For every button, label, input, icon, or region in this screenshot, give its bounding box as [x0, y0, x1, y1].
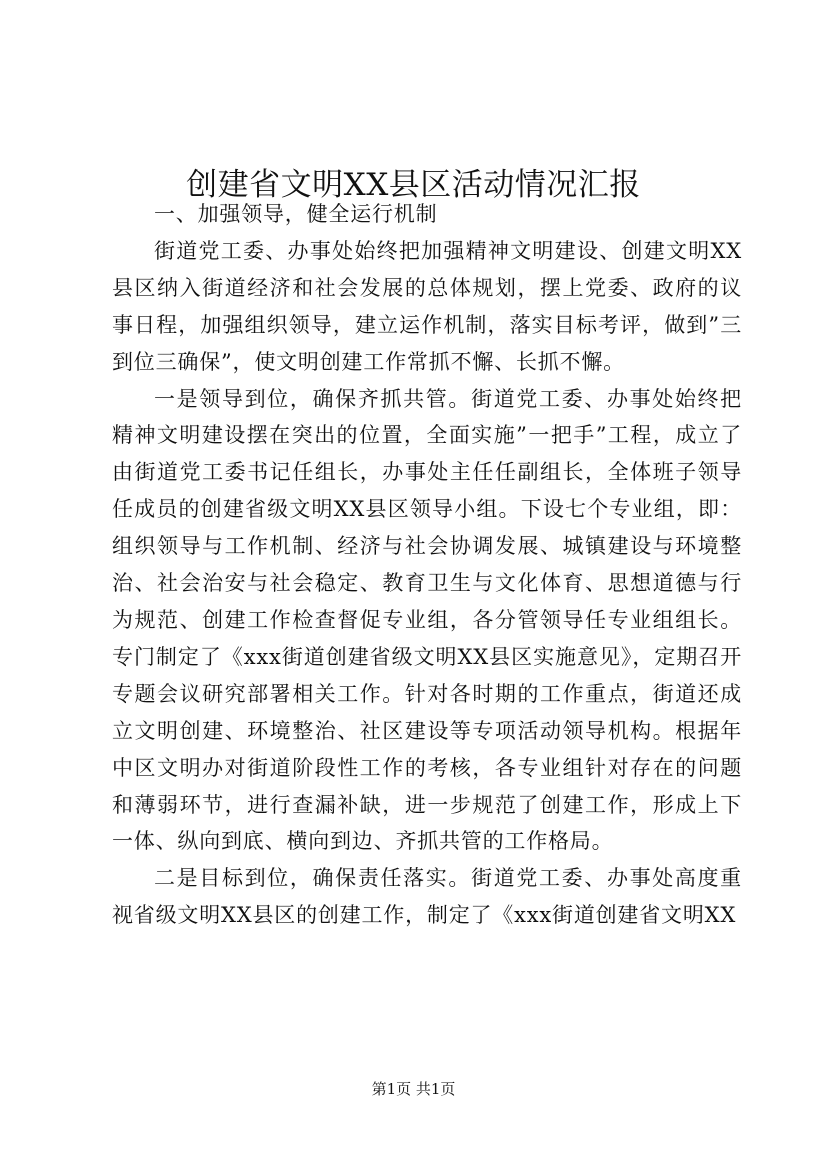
page-footer: 第1页 共1页: [371, 1080, 456, 1098]
paragraph-intro: 街道党工委、办事处始终把加强精神文明建设、创建文明XX县区纳入街道经济和社会发展的总体规划，摆上党委、政府的议事日程，加强组织领导，建立运作机制，落实目标考评，做到”三到位三确保”，使文明创建工作常抓不懈、长抓不懈。: [112, 238, 742, 374]
paragraph-leadership: 一是领导到位，确保齐抓共管。街道党工委、办事处始终把精神文明建设摆在突出的位置，全面实施”一把手”工程，成立了由街道党工委书记任组长，办事处主任任副组长，全体班子领导任成员的创建省级文明XX县区领导小组。下设七个专业组，即：组织领导与工作机制、经济与社会协调发展、城镇建设与环境整治、社会治安与社会稳定、教育卫生与文化体育、思想道德与行为规范、创建工作检查督促专业组，各分管领导任专业组组长。专门制定了《xxx街道创建省级文明XX县区实施意见》，定期召开专题会议研究部署相关工作。针对各时期的工作重点，街道还成立文明创建、环境整治、社区建设等专项活动领导机构。根据年中区文明办对街道阶段性工作的考核，各专业组针对存在的问题和薄弱环节，进行查漏补缺，进一步规范了创建工作，形成上下一体、纵向到底、横向到边、齐抓共管的工作格局。: [112, 386, 742, 854]
document-title: 创建省文明XX县区活动情况汇报: [186, 166, 641, 203]
paragraph-targets: 二是目标到位，确保责任落实。街道党工委、办事处高度重视省级文明XX县区的创建工作，制定了《xxx街道创建省文明XX: [112, 866, 742, 928]
document-body: [112, 196, 742, 934]
section-heading: 一、加强领导，健全运行机制: [154, 202, 438, 226]
